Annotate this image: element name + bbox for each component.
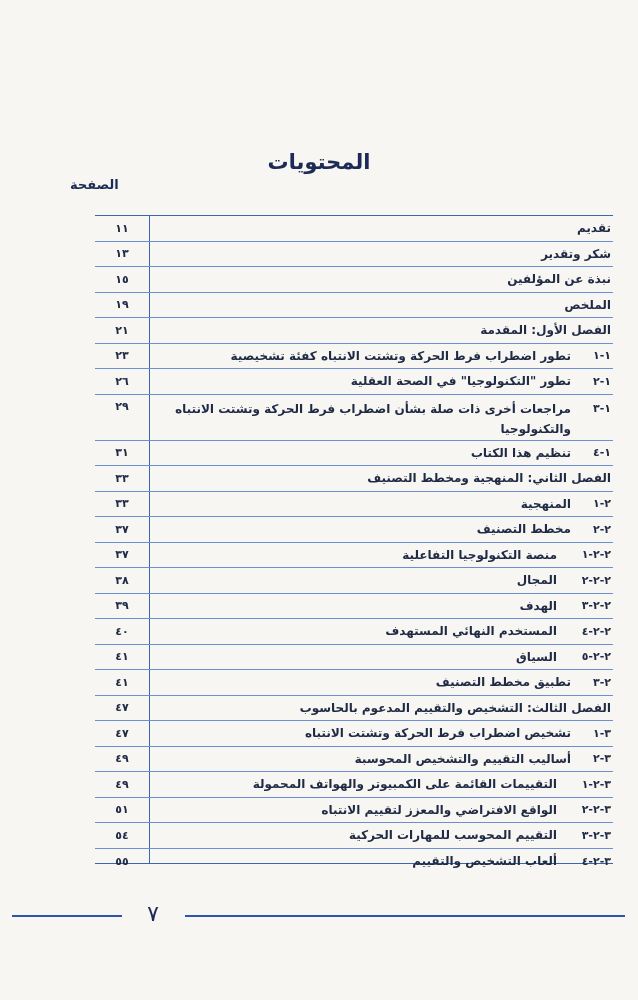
entry-title: المنهجية xyxy=(520,496,571,511)
entry-title: المجال xyxy=(516,573,557,588)
page-number: ١١ xyxy=(115,221,129,235)
page-number: ٥٤ xyxy=(115,828,129,842)
page-number: ٣٣ xyxy=(115,497,129,511)
toc-row[interactable] xyxy=(95,568,613,594)
page-number: ٥١ xyxy=(115,803,129,817)
entry-title: التقييم المحوسب للمهارات الحركية xyxy=(348,828,557,843)
page-number: ٢٩ xyxy=(115,399,129,413)
page-number: ٤٧ xyxy=(115,701,129,715)
toc-row[interactable] xyxy=(95,492,613,518)
section-number: ٢-٢-٢ xyxy=(581,573,611,587)
page-number: ٢٦ xyxy=(115,374,129,388)
section-number: ٢-٢-٣ xyxy=(581,599,611,613)
toc-row[interactable] xyxy=(95,293,613,319)
footer-page-number: ٧ xyxy=(147,902,159,927)
toc-row[interactable] xyxy=(95,216,613,242)
toc-row[interactable] xyxy=(95,823,613,849)
toc-row[interactable] xyxy=(95,517,613,543)
section-number: ٣-٢-١ xyxy=(581,777,611,791)
toc-row[interactable] xyxy=(95,395,613,441)
page-number: ٤٩ xyxy=(115,752,129,766)
entry-title: تطور "التكنولوجيا" في الصحة العقلية xyxy=(350,374,571,389)
toc-row[interactable] xyxy=(95,594,613,620)
footer-rule-right xyxy=(185,915,625,917)
section-number: ١-٤ xyxy=(592,446,611,460)
entry-title: نبذة عن المؤلفين xyxy=(507,272,611,287)
entry-title: تطبيق مخطط التصنيف xyxy=(435,675,571,690)
section-number: ٣-٢-٤ xyxy=(581,854,611,868)
entry-title: الفصل الثاني: المنهجية ومخطط التصنيف xyxy=(367,471,611,486)
page-number: ٤٠ xyxy=(115,624,129,638)
section-number: ٢-٢-٤ xyxy=(581,624,611,638)
toc-row[interactable] xyxy=(95,670,613,696)
toc-row[interactable] xyxy=(95,772,613,798)
entry-title: الملخص xyxy=(564,297,611,312)
page-number: ٢٣ xyxy=(115,349,129,363)
entry-title: السياق xyxy=(516,649,557,664)
page-number: ٤١ xyxy=(115,650,129,664)
entry-title: تقديم xyxy=(577,221,611,236)
page-number: ١٩ xyxy=(115,298,129,312)
page-number: ٣٨ xyxy=(115,573,129,587)
section-number: ٢-٢ xyxy=(592,522,611,536)
page-number: ١٣ xyxy=(115,247,129,261)
toc-row[interactable] xyxy=(95,369,613,395)
section-number: ١-١ xyxy=(592,349,611,363)
page-number: ٣٩ xyxy=(115,599,129,613)
section-number: ٣-٢-٢ xyxy=(581,803,611,817)
section-number: ٣-٢ xyxy=(592,752,611,766)
page-number: ٣٧ xyxy=(115,522,129,536)
footer-rule-left xyxy=(12,915,122,917)
toc-row[interactable] xyxy=(95,798,613,824)
page-number: ٣٣ xyxy=(115,471,129,485)
entry-title: مراجعات أخرى ذات صلة بشأن اضطراب فرط الحركة وتشتت الانتباه والتكنولوجيا xyxy=(175,401,571,436)
entry-title: مخطط التصنيف xyxy=(476,522,571,537)
entry-title: الواقع الافتراضي والمعزز لتقييم الانتباه xyxy=(321,802,557,817)
toc-row[interactable] xyxy=(95,242,613,268)
toc-row[interactable] xyxy=(95,267,613,293)
section-number: ١-٣ xyxy=(592,401,611,415)
page-title: المحتويات xyxy=(267,150,371,174)
section-number: ١-٢ xyxy=(592,374,611,388)
entry-title: المستخدم النهائي المستهدف xyxy=(385,624,557,639)
page-number: ٣٧ xyxy=(115,548,129,562)
entry-title: تطور اضطراب فرط الحركة وتشتت الانتباه كفئة تشخيصية xyxy=(230,348,571,363)
section-number: ٣-٢-٣ xyxy=(581,828,611,842)
page-number: ٤٧ xyxy=(115,726,129,740)
entry-title: شكر وتقدير xyxy=(541,246,611,261)
toc-row[interactable] xyxy=(95,441,613,467)
page-number: ١٥ xyxy=(115,272,129,286)
toc-row[interactable] xyxy=(95,645,613,671)
page-number: ٣١ xyxy=(115,446,129,460)
section-number: ٢-١ xyxy=(592,497,611,511)
section-number: ٣-١ xyxy=(592,726,611,740)
entry-title: منصة التكنولوجيا التفاعلية xyxy=(402,547,557,562)
section-number: ٢-٣ xyxy=(592,675,611,689)
entry-title: تشخيص اضطراب فرط الحركة وتشتت الانتباه xyxy=(304,726,571,741)
entry-title: الفصل الأول: المقدمة xyxy=(480,323,611,338)
toc-row[interactable] xyxy=(95,747,613,773)
entry-title: الفصل الثالث: التشخيص والتقييم المدعوم بالحاسوب xyxy=(299,700,611,715)
section-number: ٢-٢-١ xyxy=(581,548,611,562)
section-number: ٢-٢-٥ xyxy=(581,650,611,664)
page-column-header: الصفحة xyxy=(70,178,119,193)
entry-title: أساليب التقييم والتشخيص المحوسبة xyxy=(354,751,571,766)
toc-row[interactable] xyxy=(95,696,613,722)
table-of-contents xyxy=(95,215,613,869)
toc-row[interactable] xyxy=(95,619,613,645)
toc-row[interactable] xyxy=(95,721,613,747)
entry-title: التقييمات القائمة على الكمبيوتر والهواتف المحمولة xyxy=(252,777,557,792)
page-number: ٤٩ xyxy=(115,777,129,791)
toc-row[interactable] xyxy=(95,466,613,492)
toc-row[interactable] xyxy=(95,543,613,569)
toc-row[interactable] xyxy=(95,318,613,344)
toc-row[interactable] xyxy=(95,849,613,875)
page-number: ٤١ xyxy=(115,675,129,689)
toc-row[interactable] xyxy=(95,344,613,370)
page-number: ٥٥ xyxy=(115,854,129,868)
entry-title: تنظيم هذا الكتاب xyxy=(470,445,571,460)
entry-title: الهدف xyxy=(519,598,557,613)
entry-title: ألعاب التشخيص والتقييم xyxy=(412,854,557,869)
page-number: ٢١ xyxy=(115,323,129,337)
